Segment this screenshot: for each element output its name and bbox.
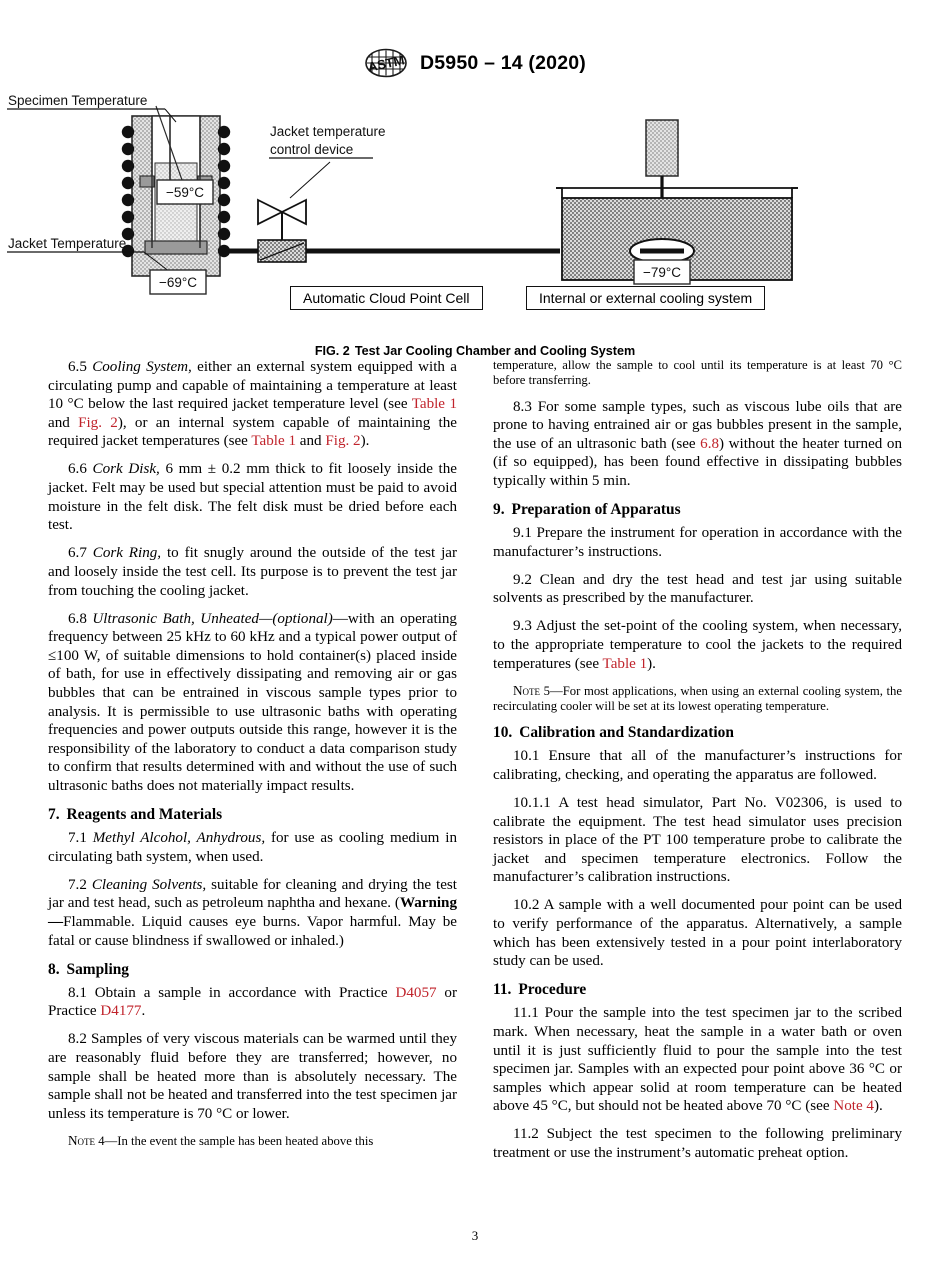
clause-number: 6.6 [68, 461, 87, 478]
astm-logo-icon [364, 48, 408, 78]
warning-label: Warning— [48, 895, 457, 930]
paragraph-7-2: 7.2 Cleaning Solvents, suitable for cleaning and drying the test jar and test head, such as petroleum naphtha and hexane. (Warning—Flammable. Liquid causes eye burns. Vapor harmful. May be fatal or cause blindness if swallowed or inhaled.) [48, 876, 457, 949]
figure-label-jacket-control-line1: Jacket temperature [270, 124, 386, 139]
figure-2 [0, 88, 950, 358]
paragraph-8-2: 8.2 Samples of very viscous materials can be warmed until they are reasonably fluid before they are transferred; however, no sample shall be heated more than is absolutely necessary. The sample shall not be heated and transferred into the test specimen jar unless its temperature is 70 °C or lower. [48, 1031, 457, 1122]
paragraph-6-8: 6.8 Ultrasonic Bath, Unheated—(optional)—with an operating frequency between 25 kHz to 60 kHz and a typical power output of ≤100 W, of suitable dimensions to hold container(s) placed inside of bath, for use in effectively dissipating and removing air or gas bubbles that can be entrained in viscous sample types prior to analysis. It is permissible to use ultrasonic baths with operating frequencies and power outputs outside this range, however it is the responsibility of the laboratory to conduct a data comparison study to confirm that results determined with and without the use of such ultrasonic baths does not materially impact results. [48, 610, 457, 794]
figure-box-cooling-system [526, 286, 765, 310]
clause-term: Cleaning Solvents, [91, 876, 207, 893]
figure-value-specimen: −59°C [165, 185, 205, 200]
note-5 [493, 683, 902, 715]
right-column [493, 358, 902, 1208]
paragraph-8-3: 8.3 For some sample types, such as viscous lube oils that are prone to having entrained air or gas bubbles present in the sample, the use of an ultrasonic bath (see 6.8) without the heater turned on (if so equipped), has been found effective in dissipating bubbles typically within 5 min. [493, 398, 902, 489]
figure-caption-number: FIG. 2 [314, 344, 350, 358]
paragraph-6-5: 6.5 Cooling System, either an external system equipped with a circulating pump and capable of maintaining a temperature at least 10 °C below the last required jacket temperature level (see Table 1 and Fig. 2), or an internal system capable of maintaining the required jacket temperatures (see Table 1 and Fig. 2). [48, 359, 458, 450]
figure-label-jacket-control-line2: control device [270, 142, 354, 157]
clause-number: 9.1 [513, 525, 532, 542]
section-number: 9. [493, 501, 505, 519]
paragraph-7-1: 7.1 Methyl Alcohol, Anhydrous, for use as cooling medium in circulating bath system, when used. [48, 830, 458, 865]
section-title: Procedure [518, 981, 587, 999]
svg-text:ASTM: ASTM [366, 52, 406, 75]
figure-value-jacket: −69°C [158, 275, 198, 290]
paragraph-11-2: 11.2 Subject the test specimen to the following preliminary treatment or use the instrument’s automatic preheat option. [493, 1126, 902, 1161]
section-title: Sampling [66, 960, 129, 978]
clause-term: Cork Ring, [92, 545, 162, 562]
clause-term: Cork Disk, [92, 461, 160, 478]
page-header [0, 48, 950, 78]
clause-number: 6.7 [68, 545, 87, 562]
xref-6-8[interactable]: 6.8 [700, 435, 720, 452]
clause-number: 11.2 [513, 1126, 539, 1143]
body-columns [48, 358, 902, 1208]
section-number: 7. [48, 806, 60, 824]
note-4-continuation: temperature, allow the sample to cool until its temperature is at least 70 °C before transferring. [493, 358, 902, 388]
paragraph-9-2: 9.2 Clean and dry the test head and test jar using suitable solvents as prescribed by the manufacturer. [493, 571, 902, 607]
paragraph-8-1: 8.1 Obtain a sample in accordance with Practice D4057 or Practice D4177. [48, 984, 457, 1020]
clause-number: 7.2 [68, 876, 87, 893]
paragraph-9-1: 9.1 Prepare the instrument for operation in accordance with the manufacturer’s instructions. [493, 525, 902, 560]
clause-number: 10.2 [513, 897, 540, 914]
figure-value-bath: −79°C [642, 265, 682, 280]
clause-number: 9.3 [513, 618, 532, 635]
paragraph-6-6: 6.6 Cork Disk, 6 mm ± 0.2 mm thick to fit loosely inside the jacket. Felt may be used but special attention must be paid to avoid moisture in the felt disk. The felt disk must be dried before each test. [48, 461, 457, 534]
figure-diagram [0, 88, 950, 308]
figure-caption [0, 344, 950, 358]
document-designation: D5950 – 14 (2020) [419, 51, 587, 74]
section-title: Reagents and Materials [66, 806, 223, 824]
paragraph-10-1: 10.1 Ensure that all of the manufacturer’s instructions for calibrating, checking, and operating the apparatus are followed. [493, 748, 902, 783]
page-number: 3 [471, 1228, 479, 1243]
xref-table-1[interactable]: Table 1 [602, 655, 648, 672]
clause-number: 8.3 [513, 398, 532, 415]
note-label: Note [513, 682, 541, 698]
figure-box-cloud-point-cell-label: Automatic Cloud Point Cell [303, 290, 470, 306]
section-heading-8 [48, 960, 457, 979]
clause-term: Methyl Alcohol, Anhydrous, [92, 830, 266, 847]
xref-table-1[interactable]: Table 1 [411, 396, 458, 413]
clause-number: 6.5 [68, 359, 87, 375]
figure-label-specimen-temperature: Specimen Temperature [8, 93, 148, 108]
paragraph-9-3: 9.3 Adjust the set-point of the cooling system, when necessary, to the appropriate temperature to cool the jackets to the required temperatures (see Table 1). [493, 618, 902, 672]
section-number: 11. [493, 981, 512, 999]
note-number: 5— [540, 683, 563, 698]
section-heading-9 [493, 500, 902, 519]
clause-number: 8.2 [68, 1031, 87, 1048]
section-title: Calibration and Standardization [519, 724, 734, 742]
section-heading-11 [493, 980, 902, 999]
note-label: Note [68, 1132, 96, 1148]
figure-label-jacket-temperature: Jacket Temperature [8, 236, 127, 251]
clause-term: Ultrasonic Bath, Unheated—(optional) [92, 610, 333, 627]
clause-number: 8.1 [68, 984, 87, 1001]
section-heading-10 [493, 723, 902, 742]
clause-number: 11.1 [513, 1005, 539, 1022]
note-4 [48, 1133, 457, 1149]
clause-number: 9.2 [513, 571, 532, 588]
section-number: 8. [48, 960, 60, 978]
xref-fig-2[interactable]: Fig. 2 [325, 433, 361, 450]
section-number: 10. [493, 724, 513, 742]
paragraph-11-1: 11.1 Pour the sample into the test specimen jar to the scribed mark. When necessary, heat the sample in a water bath or oven until it is just sufficiently fluid to pour the sample into the test specimen jar. Samples with an expected pour point above 36 °C or samples which appear solid at room temperature can be heated above 45 °C, but should not be heated above 70 °C (see Note 4). [493, 1005, 902, 1115]
xref-d4177[interactable]: D4177 [100, 1003, 142, 1020]
xref-table-1[interactable]: Table 1 [251, 433, 297, 450]
clause-term: Cooling System, [92, 359, 192, 375]
xref-fig-2[interactable]: Fig. 2 [78, 414, 118, 431]
note-text: For most applications, when using an external cooling system, the recirculating cooler will be set at its lowest operating temperature. [493, 683, 902, 714]
clause-number: 10.1.1 [513, 795, 551, 811]
xref-d4057[interactable]: D4057 [395, 984, 437, 1001]
clause-number: 10.1 [513, 748, 540, 765]
left-column [48, 358, 457, 1208]
figure-box-cloud-point-cell [290, 286, 483, 310]
clause-number: 6.8 [68, 610, 87, 627]
paragraph-6-7: 6.7 Cork Ring, to fit snugly around the outside of the test jar and loosely inside the test cell. Its purpose is to prevent the test jar from touching the cooling jacket. [48, 545, 457, 599]
figure-caption-text: Test Jar Cooling Chamber and Cooling System [354, 344, 636, 358]
paragraph-10-2: 10.2 A sample with a well documented pour point can be used to verify performance of the apparatus. Alternatively, a sample which has been extensively tested in a pour point interlaboratory study can be used. [493, 897, 902, 970]
section-heading-7 [48, 805, 457, 824]
figure-box-cooling-system-label: Internal or external cooling system [539, 290, 753, 306]
section-title: Preparation of Apparatus [511, 501, 681, 519]
paragraph-10-1-1: 10.1.1 A test head simulator, Part No. V02306, is used to calibrate the equipment. The test head simulator uses precision resistors in place of the PT 100 temperature probe to calibrate the jacket and specimen temperature electronics. Follow the manufacturer’s calibration instructions. [493, 795, 902, 886]
clause-number: 7.1 [68, 830, 87, 847]
xref-note-4[interactable]: Note 4 [833, 1098, 874, 1115]
note-number: 4— [95, 1133, 118, 1148]
note-text: In the event the sample has been heated above this [117, 1133, 374, 1148]
